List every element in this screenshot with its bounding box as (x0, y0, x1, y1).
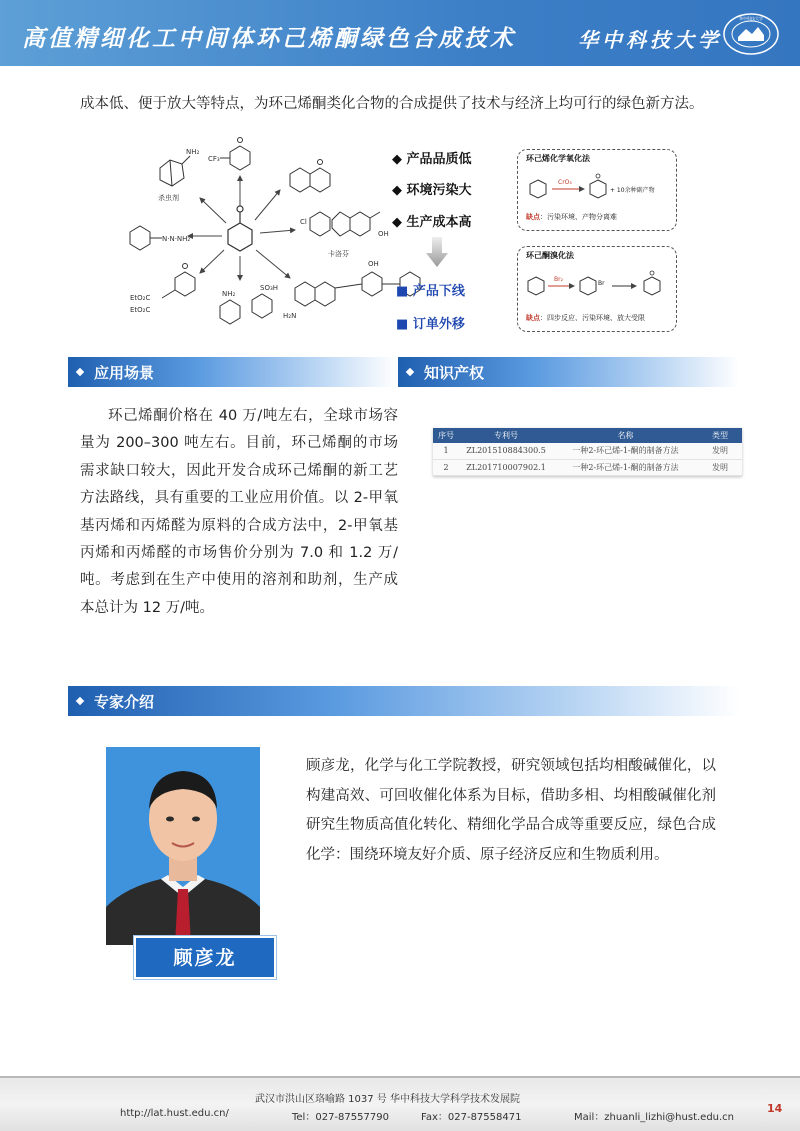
cell-index: 2 (433, 459, 459, 475)
diamond-icon (406, 368, 414, 376)
oxidation-method-box (517, 149, 677, 231)
insecticide-label: 杀虫剂 (158, 194, 179, 202)
section-expert-title: 专家介绍 (94, 693, 155, 711)
cell-name: 一种2-环己烯-1-酮的制备方法 (553, 443, 698, 459)
oxidation-method-title: 环己烯化学氧化法 (526, 154, 590, 163)
bromination-method-box (517, 246, 677, 332)
diamond-icon (76, 368, 84, 376)
cell-patent-no: ZL201510884300.5 (459, 443, 553, 459)
svg-text:NH₂: NH₂ (222, 290, 236, 298)
cell-name: 一种2-环己烯-1-酮的制备方法 (553, 459, 698, 475)
bullet-pollution: ◆ 环境污染大 (392, 183, 472, 198)
university-logo-icon (722, 12, 780, 56)
svg-text:H₂N: H₂N (283, 312, 297, 320)
cell-type: 发明 (698, 443, 742, 459)
expert-name: 顾彦龙 (173, 947, 237, 969)
synthesis-scheme-figure (100, 128, 700, 350)
page-number: 14 (767, 1102, 783, 1115)
page-footer (0, 1076, 800, 1131)
table-row (433, 459, 742, 475)
svg-text:EtO₂C: EtO₂C (130, 306, 151, 314)
bromination-drawback: 缺点：四步反应、污染环境、放大受限 (526, 314, 645, 322)
footer-mail-link[interactable]: Mail：zhuanli_lizhi@hust.edu.cn (574, 1112, 735, 1123)
svg-text:CF₃: CF₃ (208, 155, 220, 163)
col-name: 名称 (553, 428, 698, 443)
col-index: 序号 (433, 428, 459, 443)
section-expert (68, 686, 740, 716)
outcome-orders-overseas: ■ 订单外移 (396, 317, 465, 332)
bullet-low-quality: ◆ 产品品质低 (392, 152, 472, 167)
cell-patent-no: ZL201710007902.1 (459, 459, 553, 475)
footer-url-link[interactable]: http://lat.hust.edu.cn/ (120, 1108, 229, 1119)
bromination-method-title: 环己酮溴化法 (526, 251, 574, 260)
oxidation-drawback: 缺点：污染环境、产物分离难 (526, 213, 617, 221)
col-type: 类型 (698, 428, 742, 443)
bromination-reagent: Br₂ (554, 276, 563, 283)
col-patent-no: 专利号 (459, 428, 553, 443)
section-application (68, 357, 396, 387)
footer-tel: Tel：027-87557790 (292, 1112, 389, 1123)
oxidation-reagent: CrO₃ (558, 179, 572, 186)
section-application-title: 应用场景 (94, 364, 155, 382)
down-arrow-icon (426, 237, 448, 267)
bromo-substituent: Br (598, 280, 605, 287)
patent-table (433, 428, 742, 476)
intro-text: 成本低、便于放大等特点，为环己烯酮类化合物的合成提供了技术与经济上均可行的绿色新方法。 (80, 96, 704, 112)
expert-name-box (134, 936, 276, 979)
table-row (433, 443, 742, 459)
oxidation-reaction-icon (526, 170, 671, 206)
header-school-name: 华中科技大学 (578, 28, 722, 52)
svg-text:Cl: Cl (300, 218, 307, 226)
central-molecule (228, 206, 252, 251)
oxidation-byproduct: + 10余种副产物 (610, 187, 655, 194)
header-title: 高值精细化工中间体环己烯酮绿色合成技术 (22, 25, 516, 52)
expert-bio: 顾彦龙，化学与化工学院教授，研究领域包括均相酸碱催化，以构建高效、可回收催化体系为目标，借助多相、均相酸碱催化剂研究生物质高值化转化、精细化学品合成等重要反应，绿色合成化学：围绕环境友好介质、原子经济反应和生物质利用。 (306, 758, 716, 863)
diamond-icon (76, 697, 84, 705)
portrait-icon (106, 747, 260, 945)
patent-table-header (433, 428, 742, 443)
cell-index: 1 (433, 443, 459, 459)
bullet-high-cost: ◆ 生产成本高 (392, 215, 472, 230)
expert-photo (106, 747, 260, 945)
carprofen-label: 卡洛芬 (328, 250, 349, 258)
svg-text:SO₃H: SO₃H (260, 284, 279, 292)
logo-text: 华中科技大学 (739, 16, 763, 21)
cell-type: 发明 (698, 459, 742, 475)
outcome-offline: ■ 产品下线 (396, 284, 465, 299)
footer-address: 武汉市洪山区珞喻路 1037 号 华中科技大学科学技术发展院 (255, 1094, 520, 1105)
footer-fax: Fax：027-87558471 (421, 1112, 522, 1123)
svg-text:OH: OH (378, 230, 389, 238)
section-ip-title: 知识产权 (424, 364, 485, 382)
application-paragraph: 环己烯酮价格在 40 万/吨左右，全球市场容量为 200–300 吨左右。目前，环己烯酮的市场需求缺口较大，因此开发合成环己烯酮的新工艺方法路线，具有重要的工业应用价值。以 2-甲氧基丙烯和丙烯醛为原料的合成方法中，2-甲氧基丙烯和丙烯醛的市场售价分别为 7.0 和 1.2 万/吨。考虑到在生产中使用的溶剂和助剂，生产成本总计为 12 万/吨。 (80, 408, 398, 616)
svg-text:EtO₂C: EtO₂C (130, 294, 151, 302)
svg-text:N·N·NH₂: N·N·NH₂ (162, 235, 191, 243)
section-ip (398, 357, 740, 387)
bromination-reaction-icon (524, 267, 672, 303)
svg-text:OH: OH (368, 260, 379, 268)
svg-text:NH₂: NH₂ (186, 148, 200, 156)
page-header (0, 0, 800, 66)
